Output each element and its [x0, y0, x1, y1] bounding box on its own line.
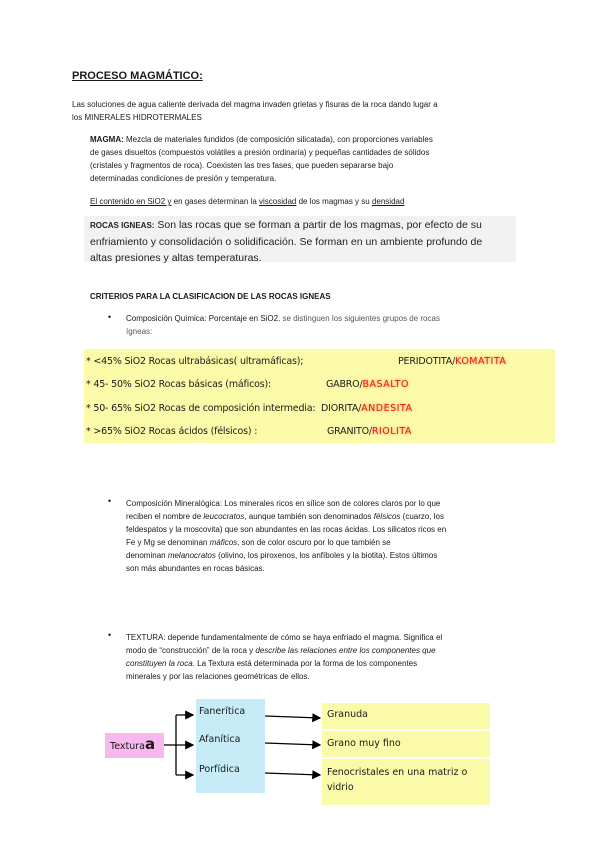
mineralogica-line-5a: denominan: [126, 551, 168, 560]
quimica-bullet: •: [108, 312, 112, 322]
result-fenocristales-line-1: Fenocristales en una matriz o: [327, 767, 468, 778]
result-fenocristales-line-2: vidrio: [327, 782, 354, 793]
type-faneritica: Fanerítica: [199, 706, 246, 717]
komatita-label: KOMATITA: [455, 356, 507, 367]
magma-line-4: determinadas condiciones de presión y temperatura.: [90, 174, 277, 183]
result-grano-fino: Grano muy fino: [327, 738, 401, 749]
sio2-part-2: en gases determinan la: [171, 197, 259, 206]
basalto-label: BASALTO: [362, 379, 409, 390]
intro-line-1: Las soluciones de agua caliente derivada del magma invaden grietas y fisuras de la roca dando lugar a: [72, 100, 438, 109]
riolita-label: RIOLITA: [371, 426, 412, 437]
group-intermediate-text: * 50- 65% SiO2 Rocas de composición intermedia:: [86, 403, 316, 414]
textura-line-3a: constituyen la roca: [126, 659, 193, 668]
mineralogica-line-2e: (cuarzo, los: [400, 512, 445, 521]
granito-label: GRANITO/: [327, 426, 372, 437]
arrow-to-grano-fino: [265, 743, 320, 745]
textura-line-1: TEXTURA: depende fundamentalmente de cómo se haya enfriado el magma. Significa el: [126, 633, 443, 642]
sio2-part-1: El contenido en SiO2 y: [90, 197, 172, 206]
mineralogica-line-2c: , aunque también son denominados: [244, 512, 374, 521]
quimica-rest: se distinguen los siguientes grupos de rocas: [280, 314, 440, 323]
rocas-line-2: enfriamiento y consolidación o solidificación. Se forman en un ambiente profundo de: [90, 236, 483, 248]
rocas-igneas-label: ROCAS IGNEAS:: [90, 221, 155, 230]
quimica-line-2: ígneas:: [126, 327, 153, 336]
group-basic-text: * 45- 50% SiO2 Rocas básicas (máficos):: [86, 379, 271, 390]
quimica-label: Composición Química: Porcentaje en SiO2.: [126, 314, 281, 323]
felsicos-term: félsicos: [373, 512, 401, 521]
mineralogica-line-3: feldespatos y la moscovita) que son abundantes en las rocas ácidas. Los silicatos ricos en: [126, 525, 447, 534]
textura-line-2b: describe las relaciones entre los componentes que: [255, 646, 436, 655]
mineralogica-line-1: Composición Mineralógica: Los minerales ricos en sílice son de colores claros por lo que: [126, 499, 441, 508]
mineralogica-bullet: •: [108, 496, 112, 506]
textura-line-4: minerales y por las relaciones geométricas de ellos.: [126, 672, 310, 681]
type-afanitica: Afanítica: [199, 734, 241, 745]
magma-line-3: (cristales y fragmentos de roca). Coexisten las tres fases, que pueden separarse bajo: [90, 161, 394, 170]
mineralogica-line-4c: , son de color oscuro por lo que también se: [237, 538, 391, 547]
sio2-part-4: de los magmas y su: [296, 197, 372, 206]
mineralogica-line-4a: Fe y Mg se denominan: [126, 538, 210, 547]
melanocratos-term: melanocratos: [167, 551, 216, 560]
gabro-label: GABRO/: [326, 379, 363, 390]
diorita-label: DIORITA/: [321, 403, 362, 414]
magma-line-1: Mezcla de materiales fundidos (de composición silicatada), con proporciones variables: [123, 135, 433, 144]
peridotita-label: PERIDOTITA/: [398, 356, 456, 367]
arrow-to-fenocristales: [265, 773, 320, 775]
mineralogica-line-6: son más abundantes en rocas básicas.: [126, 564, 265, 573]
magma-line-2: de gases disueltos (compuestos volátiles a presión ordinaria) y pequeñas cantidades de sólidos: [90, 148, 430, 157]
magma-label: MAGMA:: [90, 135, 124, 144]
group-acid-text: * >65% SiO2 Rocas ácidos (félsicos) :: [86, 426, 258, 437]
rocas-line-3: altas presiones y altas temperaturas.: [90, 252, 262, 264]
mineralogica-line-5c: (olivino, los piroxenos, los anfíboles y la biotita). Estos últimos: [215, 551, 438, 560]
textura-line-2a: modo de “construcción” de la roca y: [126, 646, 256, 655]
arrow-to-granuda: [265, 716, 320, 718]
textura-root-text: Textura: [110, 741, 145, 752]
leucocratos-term: leucocratos: [203, 512, 245, 521]
textura-line-3b: . La Textura está determinada por la forma de los componentes: [192, 659, 418, 668]
type-porfidica: Porfídica: [199, 764, 240, 775]
maficos-term: máficos: [209, 538, 238, 547]
page-title: PROCESO MAGMÁTICO:: [72, 70, 203, 82]
rocas-line-1: Son las rocas que se forman a partir de los magmas, por efecto de su: [154, 219, 482, 231]
andesita-label: ANDESITA: [361, 403, 413, 414]
mineralogica-line-2a: reciben el nombre de: [126, 512, 204, 521]
density-term: densidad: [371, 197, 405, 206]
result-granuda: Granuda: [327, 709, 368, 720]
intro-line-2: los MINERALES HIDROTERMALES: [72, 113, 202, 122]
criterios-heading: CRITERIOS PARA LA CLASIFICACION DE LAS ROCAS IGNEAS: [90, 292, 331, 301]
group-ultrabasic-text: * <45% SiO2 Rocas ultrabásicas( ultramáficas);: [86, 356, 304, 367]
textura-root-suffix: a: [144, 735, 156, 753]
textura-bullet: •: [108, 630, 112, 640]
viscosity-term: viscosidad: [259, 197, 297, 206]
